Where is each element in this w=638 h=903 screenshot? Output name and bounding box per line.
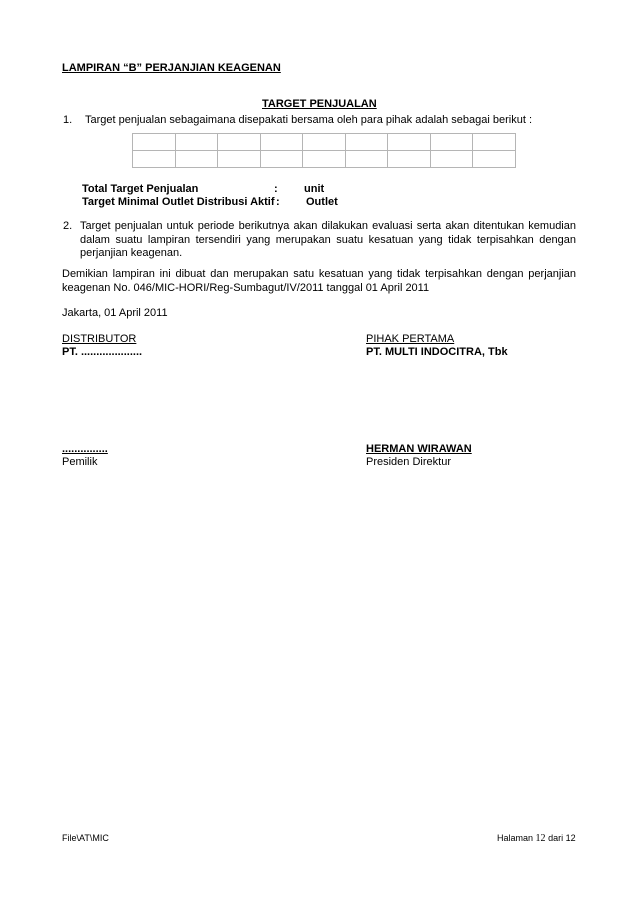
item2-text: Target penjualan untuk periode berikutnya akan dilakukan evaluasi serta akan ditentukan kemudian dalam suatu lampiran tersendiri yang merupakan suatu kesatuan yang tidak terpisahkan dengan perjanjian keagenan. <box>80 220 576 259</box>
footer-page-prefix: Halaman <box>497 833 534 843</box>
item1-number: 1. <box>63 114 73 126</box>
pihak-pertama-company: PT. MULTI INDOCITRA, Tbk <box>366 346 508 358</box>
table-cell <box>218 134 261 151</box>
footer-page-total: 12 <box>565 833 576 843</box>
section-title: TARGET PENJUALAN <box>262 98 377 110</box>
distributor-company: PT. .................... <box>62 346 143 358</box>
target-label-total: Total Target Penjualan <box>82 183 199 195</box>
table-row <box>133 151 516 168</box>
distributor-role: Pemilik <box>62 456 98 468</box>
target-unit-outlet: Outlet <box>306 196 338 208</box>
table-cell <box>303 134 346 151</box>
table-cell <box>430 134 473 151</box>
table-cell <box>133 134 176 151</box>
table-cell <box>473 134 516 151</box>
table-cell <box>388 151 431 168</box>
lampiran-title: LAMPIRAN “B” PERJANJIAN KEAGENAN <box>62 62 281 74</box>
item1-text: Target penjualan sebagaimana disepakati bersama oleh para pihak adalah sebagai berikut : <box>85 114 533 126</box>
pihak-pertama-heading: PIHAK PERTAMA <box>366 333 455 345</box>
table-cell <box>260 134 303 151</box>
footer-page-number: 12 <box>535 833 546 844</box>
target-colon-total: : <box>274 183 278 195</box>
footer-page-mid: dari <box>548 833 564 843</box>
table-cell <box>303 151 346 168</box>
table-cell <box>133 151 176 168</box>
footer-page-info <box>497 833 576 844</box>
pihak-pertama-role: Presiden Direktur <box>366 456 451 468</box>
target-colon-outlet: : <box>276 196 280 208</box>
target-unit-total: unit <box>304 183 325 195</box>
footer-path: File\AT\MIC <box>62 833 109 843</box>
table-cell <box>345 134 388 151</box>
table-cell <box>175 151 218 168</box>
place-date: Jakarta, 01 April 2011 <box>62 307 168 319</box>
closing-paragraph: Demikian lampiran ini dibuat dan merupakan satu kesatuan yang tidak terpisahkan dengan perjanjian keagenan No. 046/MIC-HORI/Reg-Sumbagut/IV/2011 tanggal 01 April 2011 <box>62 268 576 294</box>
table-cell <box>430 151 473 168</box>
table-cell <box>218 151 261 168</box>
target-label-outlet: Target Minimal Outlet Distribusi Aktif <box>82 196 275 208</box>
distributor-signatory: ............... <box>62 443 108 455</box>
table-cell <box>473 151 516 168</box>
distributor-heading: DISTRIBUTOR <box>62 333 137 345</box>
pihak-pertama-signatory: HERMAN WIRAWAN <box>366 443 472 455</box>
item2-number: 2. <box>63 220 73 232</box>
table-cell <box>345 151 388 168</box>
table-cell <box>388 134 431 151</box>
target-table <box>132 133 516 168</box>
table-cell <box>260 151 303 168</box>
table-row <box>133 134 516 151</box>
table-cell <box>175 134 218 151</box>
